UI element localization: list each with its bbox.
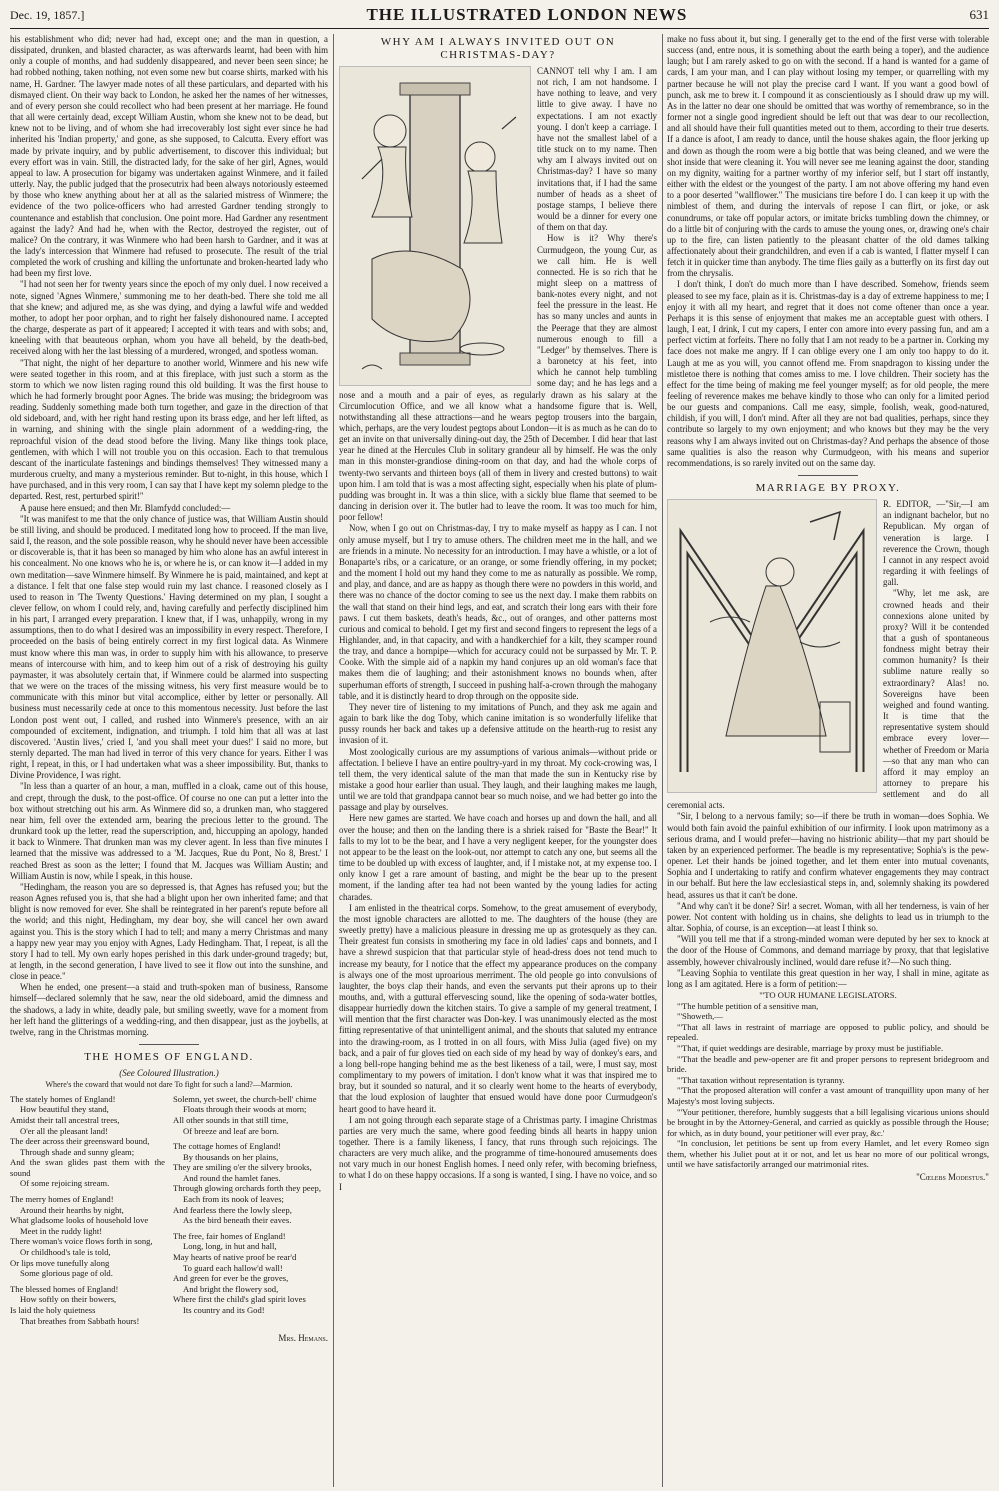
article-paragraph: I don't think, I don't do much more than I have described. Somehow, friends seem pleased to see my face, plain as it is. Christmas-day is a day of extreme happiness to me; I enjoy it with all my heart, and regret that it does not come oftener than once a year. Perhaps it is this sense of enjoyment that makes me an acceptable guest with others. I laugh, I eat, I drink, I cut my capers, I enter con amore into every passing fun, and am a perfect victim at forfeits. There no folly that I am not ready to be a partner in. Corking my face does not make me angry. If I can oblige every one I am only too happy to do it. Laugh at me as you will, you cannot offend me. From snapdragon to kissing under the mistletoe there is nothing that comes amiss to me. I love children. Their society has the effect for the time being of making me feel younger myself; as for old people, the mere feeling of reverence makes me behave kindly to those who can only for a limited period be our guests and companions. Call me easy, simple, foolish, weak, good-natured, childish, if you will, I don't mind. After all they are not bad qualities, perhaps, since they contribute so largely to my own enjoyment; and who knows but they may be the very reasons why I am always invited out on Christmas-day? And perhaps the absence of those same qualities is also the reason why Curmudgeon, with his means and superior recommendations, is so rarely invited out on the same day. (667, 279, 989, 468)
newspaper-title: THE ILLUSTRATED LONDON NEWS (366, 5, 688, 24)
poem-line: The deer across their greensward bound, (10, 1136, 150, 1147)
story-paragraph: When he ended, one present—a staid and truth-spoken man of business, Ransome himself—declared solemnly that he saw, near the old sideboard, amid the dimness and the shadows, a lady in white, deadly pale, but smiling sweetly, wave for a moment from her left hand the glitterings of a wedding-ring, and then disappear, just as the joybells, at twelve, rang in the Christmas morning. (10, 982, 328, 1037)
proxy-paragraph: R. EDITOR, —"Sir,—I am an indignant bachelor, but no Republican. My organ of veneration is large. I reverence the Crown, though I cannot in any respect avoid regarding it with feelings of gall. (883, 499, 989, 588)
column-rule (333, 34, 334, 1487)
petition-line: "'The humble petition of a sensitive man, (677, 1000, 819, 1011)
proxy-paragraph: "Why, let me ask, are crowned heads and their connexions alone united by proxy? Will it be contended that a gush of spontaneous fondness might betray their common humanity? Is their sublime nature really so extraordinary? Alas! no. Sovereigns have been weighed and found wanting. It is time that the representative system should embrace every lover—whether of Freedom or Maria—so that any man who can afford it may employ an attorney to prepare his settlement and do all ceremonial acts. (667, 588, 989, 811)
poem-stanza (10, 1194, 165, 1279)
poem-line: The merry homes of England! (10, 1194, 114, 1205)
article-paragraph: How is it? Why there's Curmudgeon, the young Cur, as we call him. He is well connected. He is so rich that he might sleep on a mattress of bank-notes every night, and not feel the pressure in the least. He has so many uncles and aunts in the Peerage that they are almost numerous enough to fill a "Ledger" by themselves. There is a baronetcy at his feet, into which he cannot help tumbling some day; and he has legs and a nose and a mouth and a pair of eyes, as regularly drawn as his salary at the Circumlocution Office, and we all know what a handsome figure that is. Well, notwithstanding all these attractions—and he wears pegtop trousers into the bargain, which, perhaps, are the very loudest pegtops about London—it is as much as he can do to get an invite on that universally dining-out day, the 25th of December. I did hear that last year he dined at the Hercules Club in solitary grandeur all by himself. He was the only man in this monster-grandiose dining-room on that day, and had the whole corps of twenty-two servants and thirteen boys (all of them in livery and crested buttons) to wait upon him. I am told that is was a most affecting sight, especially when his plate of plum-pudding was brought in. It was a thin slice, with a sickly blue flame that seemed to be dancing in derision over it. The butler had to leave the room. It was too much for him, poor fellow! (339, 233, 657, 523)
poem-line: Or lips move tunefully along (10, 1257, 110, 1268)
poem-line: Each from its nook of leaves; (183, 1194, 284, 1205)
petition-line: "'Your petitioner, therefore, humbly suggests that a bill legalising vicarious unions should be brought in by the Attorney-General, and carried as quickly as possible through the House; for which, as in duty bound, your petitioner will ever pray, &c.' (667, 1106, 989, 1138)
poem-line: Through shade and sunny gleam; (20, 1146, 135, 1157)
illustration-initial-i (339, 66, 531, 386)
poem-line: Long, long, in hut and hall, (183, 1241, 277, 1252)
column-rule (662, 34, 663, 1487)
proxy-paragraph: "Sir, I belong to a nervous family; so—if there be truth in woman—does Sophia. We would both fain avoid the painful exhibition of our infirmity. I look upon matrimony as a serious drama, and I would prefer—having no histrionic ability—that my part should be taken by an experienced performer. The beadle is my representative; Sophia's is the pew-opener. Let their hands be joined together, and let them enter into mutual covenants, Sophia and I undertaking to ratify and confirm whatever engagements they may contract in our behalf. But here the law ecclesiastical steps in, and, solemnly shaking its powdered head, assures us that it can't be done. (667, 811, 989, 900)
poem-line: Is laid the holy quietness (10, 1305, 96, 1315)
homes-subtitle: (See Coloured Illustration.) (119, 1068, 219, 1079)
poem-line: Or childhood's tale is told, (20, 1247, 111, 1258)
column-1 (10, 34, 328, 1487)
proxy-paragraph: "Will you tell me that if a strong-minded woman were deputed by her sex to knock at the door of the House of Commons, and demand marriage by proxy, that that legislative assembly, however chivalrously inclined, would dare refuse it?—No such thing. (667, 934, 989, 967)
poem-stanza (10, 1284, 165, 1326)
story-paragraph: "In less than a quarter of an hour, a man, muffled in a cloak, came out of this house, and crept, through the dusk, to the post-office. Of course no one can put a letter into the box without stretching out his arm. As Winmere did so, a drunken man, who staggered near him, fell over the extended arm, bearing the precious letter to the ground. The drunkard took up the letter, read the superscription, and, hiccupping an apology, handed it back to Winmere. That drunken man was my clever agent. In less than five minutes I learned that the missive was addressed to a 'M. Jacques, Rue du Pont, No 8, Brest.' I reached Brest as soon as the letter; I found that M. Jacques was William Austin; and William Austin is now, while I speak, in this house. (10, 781, 328, 881)
story-paragraph: "That night, the night of her departure to another world, Winmere and his new wife were seated together in this room, and at this fireplace, with just such a storm as the storm to which we now listen raging round this old building. It was the first house to which he had formerly brought poor Agnes. The bride was musing; the bridegroom was reading. Suddenly something made both turn together, and gaze in the direction of that old sideboard, and, with her right hand resting upon its brass edge, and her left lifted, as in warning, and shining with the single plain adornment of a wedding-ring, the reproachful vision of the dead stood before the living. Many like things took place, gentlemen, with which I will not trouble you on this occasion. Each to that tremulous descant of the inarticulate fastenings and bindings themselves! They witnessed many a murderous cruelty, and many a mysterious reminder. But to-night, in this house, which I have purchased, and in this very room, I can say that I have kept my solemn pledge to the departed. Rest, rest, perturbed spirit!" (10, 357, 328, 502)
poem-line: Solemn, yet sweet, the church-bell' chime (173, 1093, 317, 1104)
article-paragraph: Most zoologically curious are my assumptions of various animals—without pride or affectation. I believe I have an entire poultry-yard in my throat. My cock-crowing was, I tell them, the very identical salute of the man that made the sun in Kentucky rise by mistake a good hour earlier than usual. They laugh, and their laughing makes me laugh, until we are told that grandpapa cannot bear so much noise, and we had better go into the passage and play by ourselves. (339, 746, 657, 813)
poem-stanza (173, 1231, 328, 1316)
poem-line: And the swan glides past them with the sound (10, 1157, 165, 1178)
petition (667, 990, 989, 1170)
petition-line: "'That the proposed alteration will confer a vast amount of tranquillity upon many of her Majesty's most loving subjects. (667, 1085, 989, 1106)
poem-line: Floats through their woods at morn; (183, 1104, 307, 1115)
poem-line: How softly on their bowers, (20, 1294, 117, 1305)
page-number: 631 (969, 7, 989, 22)
poem-line: Amidst their tall ancestral trees, (10, 1114, 120, 1125)
column-3 (667, 34, 989, 1487)
proxy-paragraph: "Leaving Sophia to ventilate this great question in her way, I shall in mine, agitate as long as I am agitated. Here is a form of petition:— (667, 967, 989, 989)
illustration-initial-m (667, 499, 877, 793)
poem-stanza (173, 1094, 328, 1136)
petition-line: "'That taxation without representation is tyranny. (677, 1074, 845, 1085)
poem-line: Of some rejoicing stream. (20, 1178, 110, 1189)
poem-signature: Mrs. Hemans. (278, 1333, 328, 1344)
petition-line: "'That all laws in restraint of marriage are opposed to public policy, and should be repealed. (667, 1021, 989, 1043)
poem-line: Its country and its God! (183, 1305, 265, 1315)
article-paragraph: CANNOT tell why I am. I am not rich, I am not handsome. I have nothing to leave, and very little to give away. I have no expectations. I am not exactly young. I don't keep a carriage. I have not the smallest label of a title stuck on to my name. Then why am I always invited out on Christmas-day? I have so many invitations that, if I had the same number of heads as a sheet of postage stamps, I believe there would be a dinner for every one of them on that day. (537, 66, 657, 233)
poem-line: Where first the child's glad spirit loves (173, 1294, 306, 1305)
story-paragraph: "It was manifest to me that the only chance of justice was, that William Austin should be still living, and should be produced. I meditated long how to proceed. If the man live, said I, the reason, and the sole possible reason, why he should never have been accessible or discoverable is, that it has been so managed by him who alone has an awful interest in his concealment. No one knows who he is, or where he is, or can know it—I added in my own meditation—save Winmere himself. By Winmere he is paid, maintained, and kept at a distance. I felt that one false step would ruin my last chance. I reasoned closely as I used to reason in 'The Twenty Questions.' Having determined on my plan, I sought a clever fellow, on whom I could rely, and, having carefully and perfectly disciplined him in his part, I arranged every preparation. I knew that, if I was, unhappily, wrong in my assumptions, then to do what I desired was an impossibility in every respect. Therefore, I proceeded on the basis of being entirely correct in my first logical data. As Winmere must know where this man was, in order to supply him with his allowance, to preserve means of intercourse with him, and to keep him out of a risk of destroying his guilty paymaster, it was absolutely certain that, if Winmere could be alarmed into suspecting that we were on the traces of the missing witness, his very first measure would be to communicate with this minor but vital accomplice, either by letter or personally. All business must necessarily cede at once to this momentous necessity. Just before the last London post went out, I called, and rushed into Winmere's presence, with an air compounded of excitement, indignation, and triumph. I told him that all was at last discovered. 'Austin lives,' cried I, 'and you shall meet your dues!' I said no more, but sternly departed. The man had lived in terror of this very chance for years. Either I was right, I repeat, in this, or I had undertaken what was a sheer impossibility. But, thanks to Divine Providence, I was right. (10, 513, 328, 781)
homes-poem (10, 1094, 328, 1331)
poem-stanza (173, 1141, 328, 1226)
poem-line: The free, fair homes of England! (173, 1230, 286, 1241)
christmas-article-title: WHY AM I ALWAYS INVITED OUT ON CHRISTMAS-DAY? (380, 36, 616, 61)
story-paragraph: his establishment who did; never had had, except one; and the man in question, a dissipated, drunken, and blasted character, as was afterwards learnt, had been with him only a couple of months, and had suddenly disappeared, and never been seen since; he had robbed nothing, taken nothing, not even some new but coarse shirts, marked with his name, H. Gardner. 'The lawyer made notes of all these particulars, and departed with his dismayed client. On their way back to London, he asked her the names of her witnesses, and of every person she could recollect who had been present at her marriage. He found that all were certainly dead, except William Austin, whom she knew not to be dead, but knew not to be living, and of whom she had irrecoverably lost sight ever since he had inherited his 'Indian property,' and gone, as she supposed, to Calcutta. Every effort was made by private inquiry, and by public advertisement, to discover this individual; but every effort was in vain. Still, the distracted lady, for the sake of her girl, Agnes, would appeal to law. A prosecution for bigamy was undertaken against Winmere, and it failed utterly. Nay, the public judged that the prosecutrix had been always notoriously esteemed by those who knew anything about her at all as the salaried mistress of Winmere; the evidence of the two police-officers who had arrested Gardner tending strongly to countenance and establish that conclusion. One point more. Had Gardner any resentment against the lady? And had he, when with the Rector, destroyed the register, out of malice? On the contrary, it was Winmere who had been harsh to Gardner, and it was at the lady's intercession that Winmere had refused to prosecute. The result of the trial completed the work of crushing and killing the unfortunate and broken-hearted lady who had been my first love. (10, 34, 328, 279)
proxy-article-title: MARRIAGE BY PROXY. (755, 482, 901, 495)
poem-line: By thousands on her plains, (183, 1151, 279, 1162)
issue-date: Dec. 19, 1857.] (10, 7, 85, 22)
letter-i-engraving (342, 69, 528, 383)
poem-line: All other sounds in that still time, (173, 1114, 289, 1125)
section-divider (798, 475, 858, 476)
poem-line: Around their hearths by night, (20, 1204, 124, 1215)
poem-line: Meet in the ruddy light! (20, 1225, 103, 1236)
poem-line: And round the hamlet fanes. (183, 1172, 281, 1183)
poem-line: How beautiful they stand, (20, 1104, 109, 1115)
letter-m-engraving (670, 502, 874, 790)
petition-line: "'Showeth,— (677, 1011, 723, 1022)
homes-title: THE HOMES OF ENGLAND. (84, 1051, 254, 1064)
article-paragraph: Here new games are started. We have coach and horses up and down the hall, and all over the house; and then on the landing there is a shriek raised for "Baste the Bear!" It falls to my lot to be the bear, and I have a very negligent keeper, for the youngster does not appear to be the least on the look-out, nor attempt to catch any one, but seems all the time to be doubled up with excess of laughter, and, if I mistake not, at my expense too. I only know I get a rare amount of basting, and might be the bear up to the present moment, if the landing after tea had not been wanted by the young ladies for acting charades. (339, 813, 657, 902)
petition-line: "In conclusion, let petitions be sent up from every Hamlet, and let every Romeo sign them, whether his Juliet pout at it or not, and let us hear no more of our political wrongs, until we have satisfactorily arranged our matrimonial rites. (667, 1138, 989, 1170)
proxy-signature: "Cœlebs Modestus." (916, 1172, 989, 1183)
story-paragraph: "I had not seen her for twenty years since the epoch of my only duel. I now received a note, signed 'Agnes Winmere,' summoning me to her death-bed. There she told me all that she knew; and adjured me, as she was dying, and dying a lawful wife and wedded mother, to adopt her poor orphan, and to right her falsely dishonoured name. I accepted the charge, desperate as part of it appeared; I accepted it with tears and with sobs; and, kneeling with that beauteous orphan, whom you have all beheld, by the death-bed, received along with her the last blessing of a murdered, wronged, and spotless woman. (10, 279, 328, 357)
poem-line: Through glowing orchards forth they peep, (173, 1183, 321, 1194)
poem-line: And fearless there the lowly sleep, (173, 1204, 292, 1215)
poem-line: The blessed homes of England! (10, 1283, 119, 1294)
article-paragraph: I am not going through each separate stage of a Christmas party. I imagine Christmas parties are very much the same, where good feeding binds all hearts in happy union together. There is a family likeness, I fancy, that runs through such rejoicings. The characters are very much alike, and the programme of time-honoured amusements does not vary much in our honest English homes. I need only refer, with becoming briefness, to what I do on these happy occasions. If a song is wanted, I sing. I have no voice, and so I (339, 1114, 657, 1192)
poem-line: And green for ever be the groves, (173, 1273, 289, 1284)
poem-line: May hearts of native proof be rear'd (173, 1252, 297, 1263)
article-paragraph: They never tire of listening to my imitations of Punch, and they ask me again and again to bark like the dog Toby, which canine imitation is so wonderfully lifelike that pussy rounds her back and takes up a defensive attitude on the hearth-rug to resist any invasion of it. (339, 701, 657, 746)
article-paragraph: make no fuss about it, but sing. I generally get to the end of the first verse with tolerable success (and, entre nous, it is something about the earth being a toper), and the audience laugh; but I am rarely asked to go on with the second. If a hand is wanted for a game of cards, I am your man, and I can play without losing my temper, or quarrelling with my partner because he will not play the precise card I want. If you want a good bowl of punch, ask me to brew it. I compound it as conscientiously as I should draw up my will. As in the latter no dear one should be omitted that was worthy of remembrance, so in the former not a single good ingredient should be left out that was dear to our recollection, and all should have their full quantities meted out to them, according to their true deserts. If a dance is afoot, I am ready to dance, until the house shakes again, the floor jerking up and down as though the room were a big bottle that was being cleaned, and we were the shot inside that were cleaning it. You will never see me leaning against the door, standing on my dignity, waiting for a partner worthy of my inferior self, but I start off instantly, either with the eldest or the youngest of the party. I am not above offering my hand even to a poor deserted "wallflower." The musicians tire before I do. I can keep it up with the nimblest of them, and during the intervals of repose I can flirt, or joke, or ask conundrums, or take off popular actors, or imitate bricks tumbling down the chimney, or do a little bit of conjuring with the cards to amuse the young ones, or, drawing one's chair up to the fire, can listen patiently to the pleasant chatter of the old dames talking affectionately about their grandchildren, and even if a cab is wanted, I flatter myself I can fetch it in quicker time than anybody. The time flies gaily as a butterfly on its first day out from the chrysalis. (667, 34, 989, 279)
petition-line: "'That, if quiet weddings are desirable, marriage by proxy must be justifiable. (677, 1042, 944, 1053)
article-paragraph: I am enlisted in the theatrical corps. Somehow, to the great amusement of everybody, the most ignoble characters are allotted to me. The daughters of the house (they are sweetly pretty) have a malicious pleasure in dressing me up as grotesquely as they can. Their greatest fun consists in smothering my face in old ladies' caps and bonnets, and I have a shrewd suspicion that that particular style of head-dress does not tend much to increase my beauty, for I notice that the effect my appearance produces on the company is always one of the most uproarious merriment. The old people go into convulsions of laughter, the boys clap their hands, and even the servants put their aprons up to their mouths, and, with a guttural effervescing sound, like the opening of soda-water bottles, disappear hurriedly down the kitchen stairs. To give a sample of my general treatment, I will mention that the first character was Don-key. I was unanimously elected as the most fitting representative of that unintelligent animal, and the shouts that saluted my entrance into the drawing-room, as I trotted in on all fours, with Miss Julia (aged five) on my back, and a pair of fur gloves tied on each side of my head by way of donkey's ears, and a long bell-rope hanging behind me as the best likeness of a tail, were, I must say, most complimentary to my powers of imitation. I don't know what it was that inspired me to bray, but it sounded so natural, and it so clearly went home to the hearts of everybody, that the loud explosion of laughter that ensued would have done poor Curmudgeon's heart good to have heard it. (339, 902, 657, 1114)
poem-line: O'er all the pleasant land! (20, 1125, 108, 1136)
poem-line: That breathes from Sabbath hours! (20, 1315, 140, 1326)
column-2 (339, 34, 657, 1487)
petition-heading: "'TO OUR HUMANE LEGISLATORS. (759, 989, 897, 1000)
poem-line: Some glorious page of old. (20, 1268, 113, 1279)
story-paragraph: A pause here ensued; and then Mr. Blamfydd concluded:— (20, 502, 231, 513)
homes-epigraph: Where's the coward that would not dare To fight for such a land?—Marmion. (45, 1080, 293, 1090)
masthead (10, 2, 989, 29)
poem-line: What gladsome looks of household love (10, 1215, 149, 1226)
article-paragraph: Now, when I go out on Christmas-day, I try to make myself as happy as I can. I not only amuse myself, but I try to amuse others. The children meet me in the hall, and we are friends in a minute. No necessity for an introduction. I may have a whistle, or a lot of Bonaparte's ribs, or a caricature, or an orange, or some friendly offering, in my pocket; and the moment I hold out my hand they come to me as naturally as possible. We romp, and play, and dance, and are as happy as though there were no powders in this world, and there was no chance of the doctor coming to see us the next day. I make them rabbits on the wall that stand on their hind legs, and eat, and scratch their long ears with their fore paws. I cut them baskets, death's heads, &c., out of oranges, and other patterns most curious and comical to behold. I get my first and second fingers to represent the legs of a Highlander, and, in that capacity, and with a handkerchief for a kilt, they scamper round the tray, and dance a hornpipe—which for accuracy could not be surpassed by Mr. T. P. Cooke. With the simple aid of a napkin my hand conjures up an old woman's face that makes them die of laughing; and their astonishment knows no bounds when, after superhuman efforts of strength, I succeed in pushing half-a-crown through the mahogany table, and it is distinctly heard to drop through on the opposite side. (339, 523, 657, 701)
poem-line: There woman's voice flows forth in song, (10, 1236, 153, 1247)
poem-left-column (10, 1094, 165, 1331)
poem-line: The stately homes of England! (10, 1093, 116, 1104)
story-paragraph: "Hedingham, the reason you are so depressed is, that Agnes has refused you; but the reason Agnes refused you is, that she had a blight upon her own inherited fame; and that blight is now removed for ever. She shall be reintegrated in her parent's repute before all the world; and this night, Hedingham, my dear boy, she will cancel her own award against you. This is the story which I had to tell; and many a merry Christmas and many a happy new year may you enjoy with Agnes, Lady Hedingham. That, I repeat, is all the story I had to tell. My own early hopes perished in this dark under-ground tragedy; but, at length, in the second generation, I have lived to see it flow out into the sunshine, and close in peace." (10, 881, 328, 982)
poem-line: To guard each hallow'd wall! (183, 1262, 283, 1273)
poem-line: They are smiling o'er the silvery brooks, (173, 1162, 312, 1173)
poem-line: As the bird beneath their eaves. (183, 1215, 292, 1226)
poem-line: Of breeze and leaf are born. (183, 1125, 279, 1136)
poem-right-column (173, 1094, 328, 1331)
petition-line: "'That the beadle and pew-opener are fit and proper persons to represent bridegroom and bride. (667, 1053, 989, 1075)
proxy-paragraph: "And why can't it be done? Sir! a secret. Woman, with all her tenderness, is vain of her power. Not content with holding us in chains, she delights to lead us in triumph to the altar. Sophia, of course, is an exception—at least I think so. (667, 900, 989, 934)
poem-stanza (10, 1094, 165, 1189)
poem-line: And bright the flowery sod, (183, 1283, 279, 1294)
section-divider (139, 1044, 199, 1045)
poem-line: The cottage homes of England! (173, 1141, 281, 1152)
